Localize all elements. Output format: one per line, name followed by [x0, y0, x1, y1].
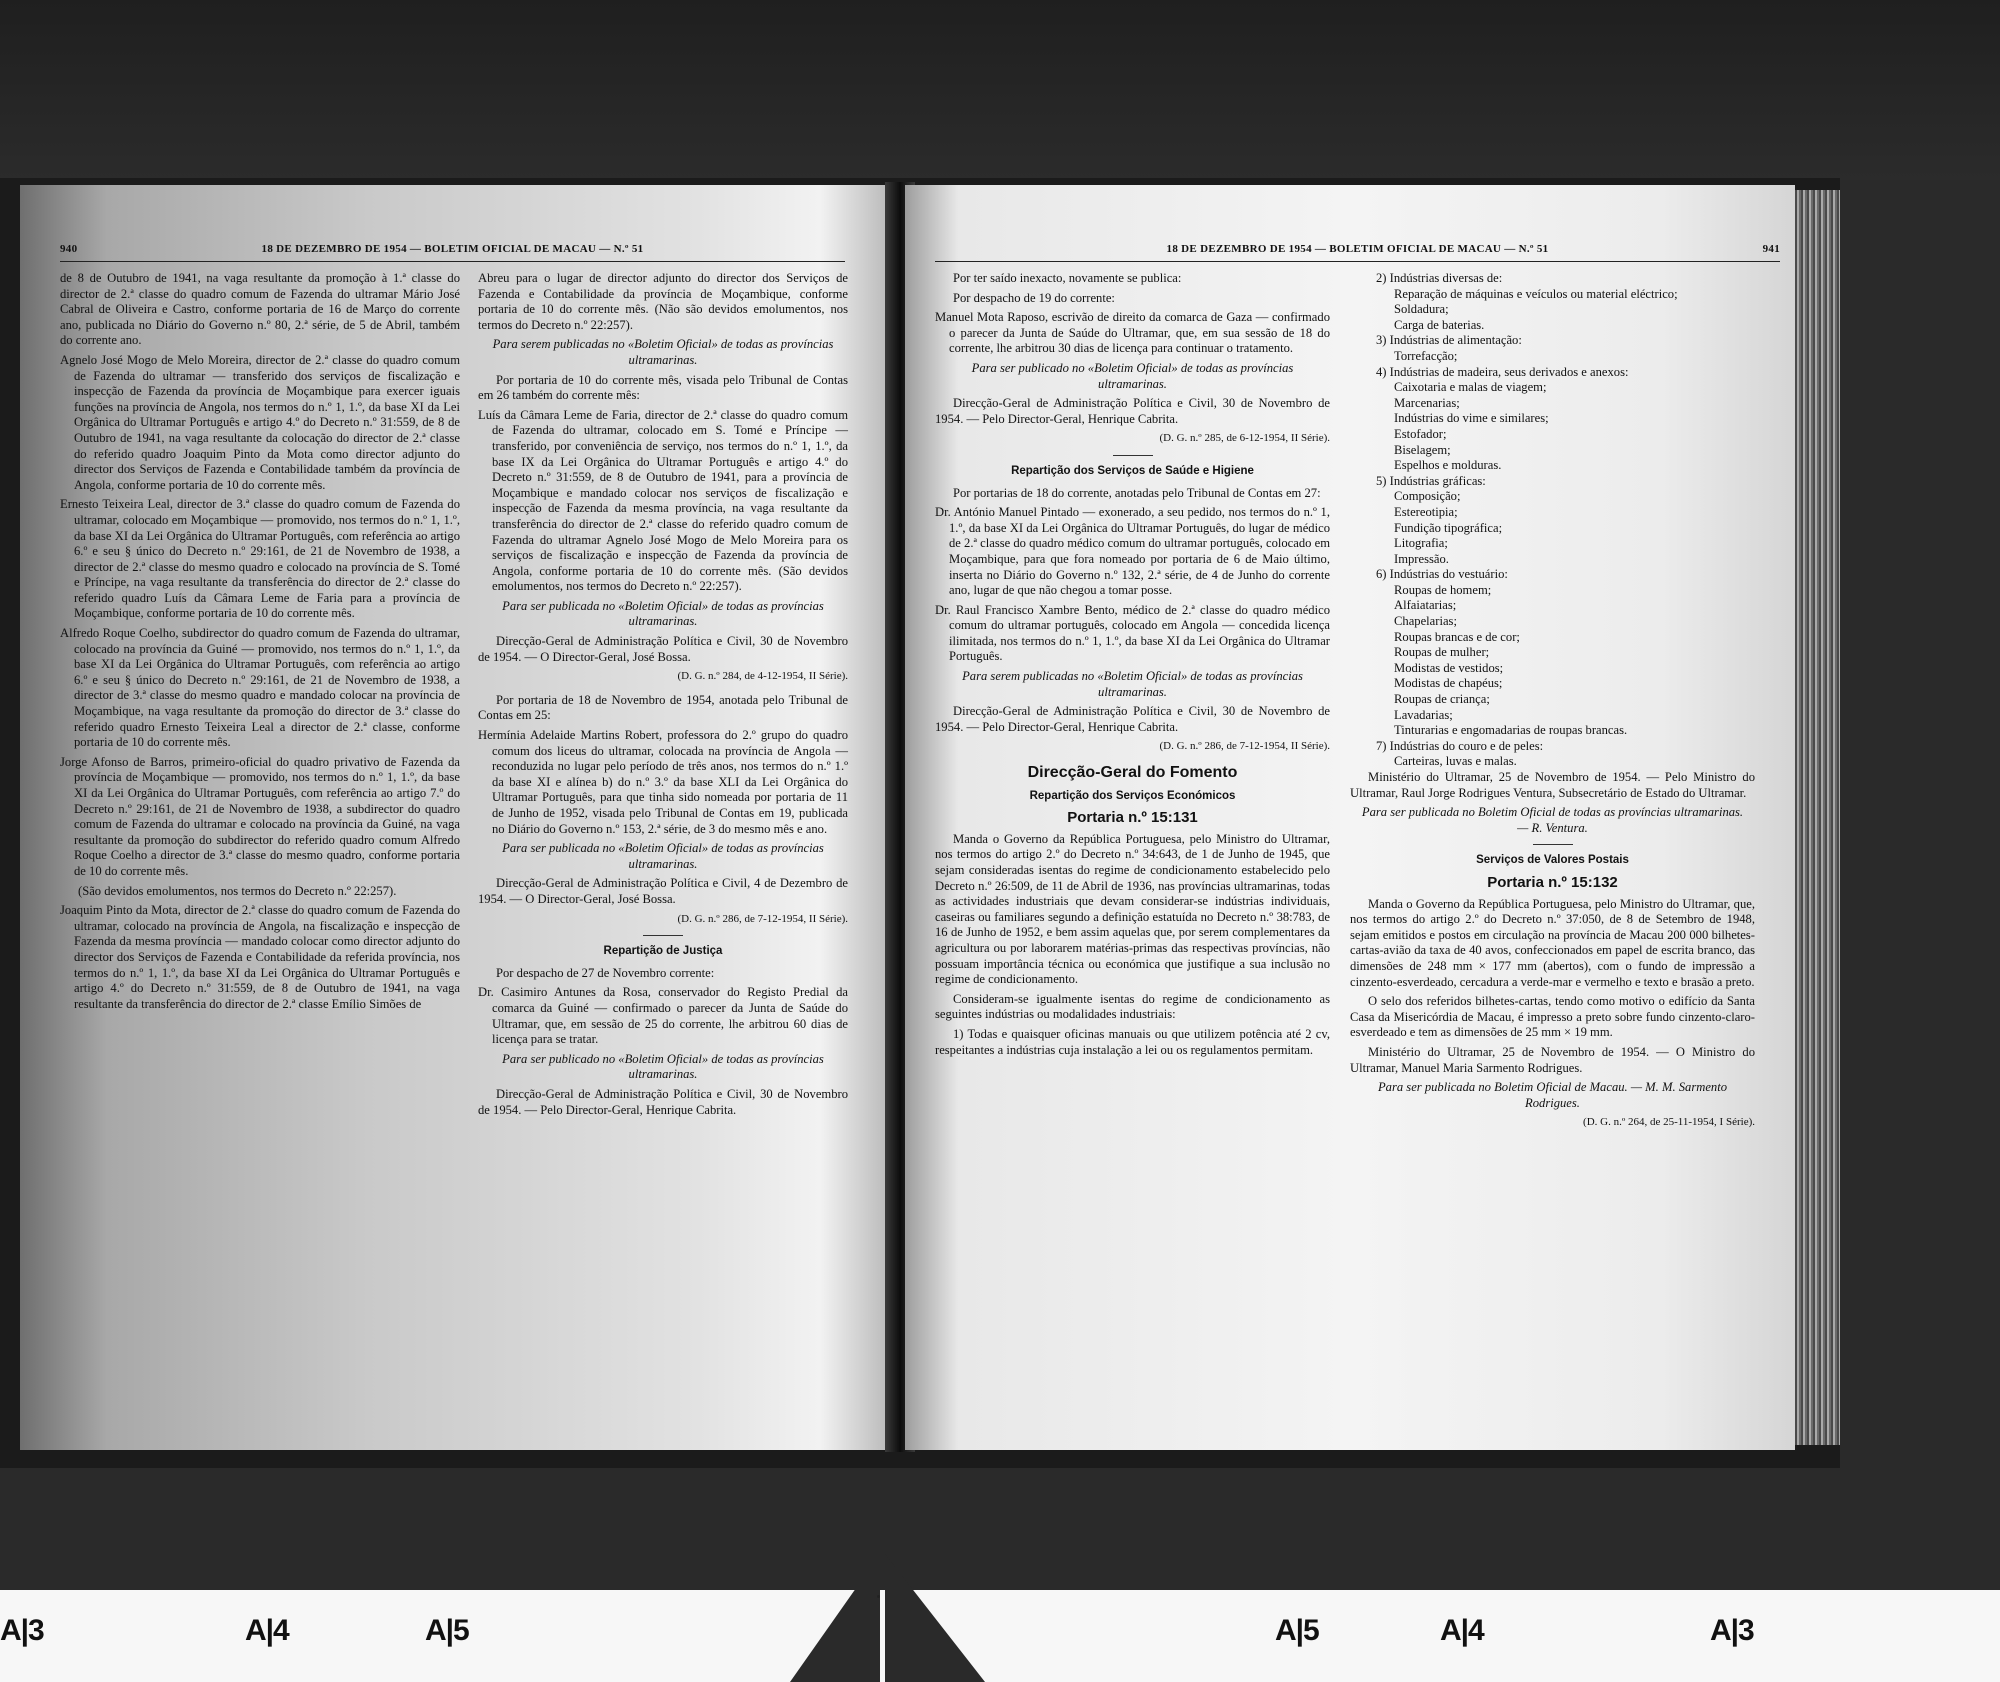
portaria-title: Portaria n.º 15:132: [1487, 873, 1618, 891]
paragraph: Hermínia Adelaide Martins Robert, professora do 2.º grupo do quadro comum dos liceus do ultramar, colocada na província de Angola — reconduzida no lugar pelo período de três anos, nos termos do n.º 1.º da base XI e alínea b) do n.º 3.º da base XLI da Lei Orgânica do Ultramar Português, para que tinha sido nomeada por portaria de 11 de Junho de 1952, visada pelo Tribunal de Contas em 19, publicada no Diário do Governo n.º 153, 2.ª série, de 3 do mesmo mês e ano.: [478, 728, 848, 836]
paragraph: Por portaria de 18 de Novembro de 1954, anotada pelo Tribunal de Contas em 25:: [478, 692, 848, 723]
paragraph: Dr. Casimiro Antunes da Rosa, conservador do Registo Predial da comarca da Guiné — confirmado o parecer da Junta de Saúde do Ultramar, que, em sessão de 25 do corrente, lhe arbitrou 60 dias de licença para se tratar.: [478, 985, 848, 1047]
paragraph: Direcção-Geral de Administração Política e Civil, 30 de Novembro de 1954. — Pelo Director-Geral, Henrique Cabrita.: [478, 1086, 848, 1117]
film-strip-bar: [0, 1590, 2000, 1682]
portaria-title: Portaria n.º 15:131: [1067, 809, 1198, 827]
film-marker: A|4: [1440, 1614, 1484, 1647]
publication-note: Para serem publicadas no «Boletim Oficial» de todas as províncias ultramarinas.: [962, 669, 1303, 699]
paragraph: Direcção-Geral de Administração Política e Civil, 30 de Novembro de 1954. — Pelo Director-Geral, Henrique Cabrita.: [935, 396, 1330, 426]
film-marker: A|3: [0, 1614, 44, 1647]
list-subitem: Lavadarias;: [1394, 707, 1453, 722]
paragraph: (São devidos emolumentos, nos termos do Decreto n.º 22:257).: [78, 883, 397, 898]
right-page-number: 941: [1762, 243, 1780, 255]
publication-note: Para ser publicada no Boletim Oficial de Macau. — M. M. Sarmento Rodrigues.: [1377, 1080, 1728, 1110]
list-subitem: Carga de baterias.: [1394, 317, 1485, 332]
paragraph: Por despacho de 19 do corrente:: [953, 290, 1115, 305]
paragraph: Dr. Raul Francisco Xambre Bento, médico de 2.ª classe do quadro médico comum do ultramar português, colocado em Angola — concedida licença ilimitada, nos termos do n.º 1, 1.º, da base XI da Lei Orgânica do Ultramar Português.: [935, 602, 1330, 664]
list-subitem: Reparação de máquinas e veículos ou material eléctrico;: [1394, 286, 1678, 301]
list-subitem: Estereotipia;: [1394, 504, 1458, 519]
list-subitem: Litografia;: [1394, 536, 1448, 551]
paragraph: Direcção-Geral de Administração Política e Civil, 4 de Dezembro de 1954. — O Director-Geral, José Bossa.: [478, 876, 848, 906]
right-page: [905, 185, 1795, 1450]
list-item: 3) Indústrias de alimentação:: [1376, 333, 1522, 348]
publication-note: Para ser publicada no «Boletim Oficial» de todas as províncias ultramarinas.: [502, 598, 824, 629]
right-column-2-text: [1350, 770, 1755, 1131]
section-heading: Repartição dos Serviços Económicos: [1029, 789, 1236, 802]
list-subitem: Roupas brancas e de cor;: [1394, 629, 1520, 644]
section-heading: Serviços de Valores Postais: [1476, 854, 1629, 867]
paragraph: Joaquim Pinto da Mota, director de 2.ª classe do quadro comum de Fazenda do ultramar, colocado na província de Angola, na fiscalização e inspecção de Fazenda da mesma província — mandado colocar como director adjunto do director dos Serviços de Fazenda e Contabilidade da referida província, nos termos do n.º 1, 1.º, da base XI da Lei Orgânica do Ultramar Português e artigo 4.º do Decreto n.º 31:559, de 8 de Outubro de 1941, na vaga resultante da transferência do director de 2.ª classe Emílio Simões de: [60, 903, 460, 1011]
left-page-running-title: 18 DE DEZEMBRO DE 1954 — BOLETIM OFICIAL DE MACAU — N.º 51: [261, 243, 644, 255]
publication-note: Para ser publicada no «Boletim Oficial» de todas as províncias ultramarinas.: [502, 841, 824, 871]
list-subitem: Carteiras, luvas e malas.: [1394, 754, 1517, 769]
gazette-citation: (D. G. n.º 286, de 7-12-1954, II Série).: [677, 912, 848, 925]
list-subitem: Fundição tipográfica;: [1394, 520, 1503, 535]
list-subitem: Torrefacção;: [1394, 348, 1458, 363]
film-marker: A|5: [1275, 1614, 1319, 1647]
right-column-1: [935, 271, 1330, 1062]
publication-note: Para ser publicado no «Boletim Oficial» de todas as províncias ultramarinas.: [502, 1051, 824, 1082]
paragraph: Por despacho de 27 de Novembro corrente:: [496, 965, 715, 980]
paragraph: O selo dos referidos bilhetes-cartas, tendo como motivo o edifício da Santa Casa da Misericórdia de Macau, é impresso a preto sobre fundo cinzento-claro-esverdeado e tem as dimensões de 25 mm × 19 mm.: [1350, 994, 1755, 1040]
book-page-edges: [1795, 190, 1840, 1445]
paragraph: Direcção-Geral de Administração Política e Civil, 30 de Novembro de 1954. — O Director-Geral, José Bossa.: [478, 634, 848, 664]
paragraph: Consideram-se igualmente isentas do regime de condicionamento as seguintes indústrias ou modalidades industriais:: [935, 991, 1330, 1022]
paragraph: Dr. António Manuel Pintado — exonerado, a seu pedido, nos termos do n.º 1, 1.º, da base XI da Lei Orgânica do Ultramar Português, do lugar de médico de 2.ª classe do quadro médico comum do ultramar português, colocado em Moçambique, para que fora nomeado por portaria de 6 de Maio último, inserta no Diário do Governo n.º 132, 2.ª série, de 4 de Junho do corrente ano, lugar de que não chegou a tomar posse.: [935, 505, 1330, 598]
list-subitem: Soldadura;: [1394, 302, 1449, 317]
gazette-citation: (D. G. n.º 285, de 6-12-1954, II Série).: [1159, 432, 1330, 445]
list-subitem: Alfaiatarias;: [1394, 598, 1457, 613]
paragraph: Manda o Governo da República Portuguesa, pelo Ministro do Ultramar, que, nos termos do artigo 2.º do Decreto n.º 37:050, de 8 de Setembro de 1948, sejam emitidos e postos em circulação na província de Macau 200 000 bilhetes-cartas-avião da taxa de 40 avos, confeccionados em papel de escrita branco, das dimensões de 248 mm × 177 mm (abertos), com o fundo de impressão a cinzento-esverdeado, cercadura a verde-mar e vermelho e texto e brasão a preto.: [1350, 896, 1755, 989]
registration-triangle-left: [790, 1554, 880, 1682]
paragraph: Manuel Mota Raposo, escrivão de direito da comarca de Gaza — confirmado o parecer da Junta de Saúde do Ultramar, que, em sua sessão de 18 do corrente, lhe arbitrou 30 dias de licença para continuar o tratamento.: [935, 310, 1330, 356]
section-separator: [1113, 455, 1153, 456]
registration-dot: [877, 1595, 880, 1598]
film-marker: A|4: [245, 1614, 289, 1647]
list-item: 5) Indústrias gráficas:: [1376, 473, 1486, 488]
directorate-heading: Direcção-Geral do Fomento: [1027, 764, 1238, 782]
paragraph: de 8 de Outubro de 1941, na vaga resultante da promoção à 1.ª classe do director de 2.ª classe do quadro comum de Fazenda do ultramar Mário José Cabral de Oliveira e Castro, conforme portaria de 16 de Março do corrente ano, publicada no Diário do Governo n.º 80, 2.ª série, de 5 de Abril, também do corrente ano.: [60, 271, 460, 348]
list-subitem: Modistas de chapéus;: [1394, 676, 1503, 691]
publication-note: Para ser publicada no Boletim Oficial de todas as províncias ultramarinas. — R. Ventura.: [1361, 805, 1744, 835]
paragraph: Por portaria de 10 do corrente mês, visada pelo Tribunal de Contas em 26 também do corrente mês:: [478, 372, 848, 403]
list-subitem: Impressão.: [1394, 551, 1449, 566]
right-column-2: [1350, 271, 1755, 1139]
section-heading: Repartição de Justiça: [603, 945, 723, 958]
industry-list: [1350, 271, 1755, 770]
list-subitem: Composição;: [1394, 489, 1461, 504]
left-header-rule: [60, 261, 845, 262]
scan-background-top: [0, 0, 2000, 180]
left-column-2: [478, 271, 848, 1122]
list-subitem: Caixotaria e malas de viagem;: [1394, 380, 1547, 395]
section-separator: [1533, 844, 1573, 845]
paragraph: Alfredo Roque Coelho, subdirector do quadro comum de Fazenda do ultramar, colocado na província da Guiné — promovido, nos termos do n.º 1, 1.º, da base XI da Lei Orgânica do Ultramar Português, com referência ao artigo 6.º e seu § único do Decreto n.º 29:161, de 21 de Novembro de 1938, a director de 3.ª classe do mesmo quadro e mandado colocar na província de Moçambique, na vaga resultante da promoção do director de 3.ª classe do referido quadro Ernesto Teixeira Leal a director de 2.ª classe, conforme portaria de 10 do corrente mês.: [60, 626, 460, 750]
list-subitem: Biselagem;: [1394, 442, 1451, 457]
paragraph: Por portarias de 18 do corrente, anotadas pelo Tribunal de Contas em 27:: [953, 485, 1321, 500]
list-item: 4) Indústrias de madeira, seus derivados e anexos:: [1376, 364, 1629, 379]
paragraph: Jorge Afonso de Barros, primeiro-oficial do quadro privativo de Fazenda da província de Moçambique — promovido, nos termos do n.º 1, 1.º, da base XI da Lei Orgânica do Ultramar Português, com referência ao artigo 7.º do Decreto n.º 29:161, de 21 de Novembro de 1938, a subdirector do quadro comum de Fazenda do ultramar e colocado na província da Guiné, na vaga resultante da promoção do subdirector do referido quadro comum Alfredo Roque Coelho a director de 3.ª classe do mesmo quadro, conforme portaria de 10 do corrente mês.: [60, 754, 460, 878]
section-heading: Repartição dos Serviços de Saúde e Higiene: [1011, 464, 1254, 477]
gazette-citation: (D. G. n.º 284, de 4-12-1954, II Série).: [677, 670, 848, 683]
paragraph: 1) Todas e quaisquer oficinas manuais ou que utilizem potência até 2 cv, respeitantes a indústrias cuja instalação a lei ou os regulamentos permitam.: [935, 1026, 1330, 1057]
film-marker: A|3: [1710, 1614, 1754, 1647]
left-page: [20, 185, 890, 1450]
registration-triangle-right: [885, 1554, 985, 1682]
list-subitem: Indústrias do vime e similares;: [1394, 411, 1549, 426]
paragraph: Por ter saído inexacto, novamente se publica:: [953, 271, 1182, 285]
list-subitem: Roupas de mulher;: [1394, 645, 1490, 660]
film-marker: A|5: [425, 1614, 469, 1647]
list-subitem: Marcenarias;: [1394, 395, 1460, 410]
gazette-citation: (D. G. n.º 264, de 25-11-1954, I Série).: [1583, 1116, 1755, 1129]
left-column-1: [60, 271, 460, 1016]
left-page-number: 940: [60, 243, 78, 255]
gazette-citation: (D. G. n.º 286, de 7-12-1954, II Série).: [1159, 740, 1330, 753]
list-subitem: Modistas de vestidos;: [1394, 660, 1504, 675]
right-header-rule: [935, 261, 1780, 262]
list-subitem: Espelhos e molduras.: [1394, 458, 1502, 473]
paragraph: Manda o Governo da República Portuguesa, pelo Ministro do Ultramar, nos termos do artigo 2.º do Decreto n.º 34:643, de 1 de Junho de 1945, que sejam consideradas isentas do regime de condicionamento estabelecido pelo Decreto n.º 26:509, de 11 de Abril de 1936, nas províncias ultramarinas, todas as actividades industriais que devam considerar-se indústrias individuais, caseiras ou familiares segundo a definição estatuída no Decreto n.º 38:783, de 16 de Junho de 1952, e bem assim aquelas que, por serem complementares da agricultura ou por laborarem matérias-primas das respectivas províncias, não possuam importância técnica ou económica que justifique a sua inclusão no regime de condicionamento.: [935, 831, 1330, 987]
paragraph: Abreu para o lugar de director adjunto do director dos Serviços de Fazenda e Contabilidade da província de Moçambique, conforme portaria de 10 do corrente mês. (Não são devidos emolumentos, nos termos do Decreto n.º 22:257).: [478, 271, 848, 332]
list-subitem: Roupas de homem;: [1394, 582, 1492, 597]
list-subitem: Tinturarias e engomadarias de roupas brancas.: [1394, 723, 1628, 738]
list-item: 7) Indústrias do couro e de peles:: [1376, 738, 1544, 753]
paragraph: Direcção-Geral de Administração Política e Civil, 30 de Novembro de 1954. — Pelo Director-Geral, Henrique Cabrita.: [935, 704, 1330, 734]
publication-note: Para ser publicado no «Boletim Oficial» de todas as províncias ultramarinas.: [971, 360, 1294, 391]
publication-note: Para serem publicadas no «Boletim Oficial» de todas as províncias ultramarinas.: [492, 337, 834, 367]
list-subitem: Roupas de criança;: [1394, 692, 1490, 707]
right-page-running-title: 18 DE DEZEMBRO DE 1954 — BOLETIM OFICIAL DE MACAU — N.º 51: [1166, 243, 1549, 255]
list-subitem: Estofador;: [1394, 426, 1447, 441]
paragraph: Agnelo José Mogo de Melo Moreira, director de 2.ª classe do quadro comum de Fazenda do ultramar — transferido dos serviços de fiscalização e inspecção de Fazenda da província de Moçambique para exercer iguais funções na província de Angola, nos termos do n.º 1, 1.º, da base XI da Lei Orgânica do Ultramar Português e artigo 4.º do Decreto n.º 31:559, de 8 de Outubro de 1941, na vaga resultante da colocação do director de 2.ª classe do referido quadro Joaquim Pinto da Mota como director adjunto do director dos Serviços de Fazenda e Contabilidade também da província de Angola, conforme portaria de 10 do corrente mês.: [60, 352, 460, 492]
list-subitem: Chapelarias;: [1394, 614, 1457, 629]
list-item: 6) Indústrias do vestuário:: [1376, 567, 1508, 582]
paragraph: Ernesto Teixeira Leal, director de 3.ª classe do quadro comum de Fazenda do ultramar, colocado em Moçambique — promovido, nos termos do n.º 1, 1.º, da base XI da Lei Orgânica do Ultramar Português, com referência ao artigo 6.º e seu § único do Decreto n.º 29:161, de 21 de Novembro de 1938, a director de 2.ª classe do mesmo quadro e colocado na província de S. Tomé e Príncipe, na vaga resultante da transferência do director de 2.ª classe do referido quadro Luís da Câmara Leme de Faria para a província de Moçambique, conforme portaria de 10 do corrente mês.: [60, 497, 460, 621]
paragraph: Ministério do Ultramar, 25 de Novembro de 1954. — O Ministro do Ultramar, Manuel Maria Sarmento Rodrigues.: [1350, 1044, 1755, 1075]
paragraph: Luís da Câmara Leme de Faria, director de 2.ª classe do quadro comum de Fazenda do ultramar, colocado em S. Tomé e Príncipe — transferido, por conveniência de serviço, nos termos do n.º 1, 1.º, da base IX da Lei Orgânica do Ultramar Português e artigo 4.º do Decreto n.º 31:559, de 8 de Outubro de 1941, para a província de Moçambique e mandado colocar nos serviços de fiscalização e inspecção de Fazenda da mesma província, na vaga resultante da transferência do director de 2.ª classe do referido quadro comum de Fazenda do ultramar Agnelo José Mogo de Melo Moreira para os serviços de fiscalização e inspecção de Fazenda da província de Angola, conforme portaria de 10 do corrente mês. (São devidos emolumentos, nos termos do Decreto n.º 22:257).: [478, 407, 848, 594]
paragraph: Ministério do Ultramar, 25 de Novembro de 1954. — Pelo Ministro do Ultramar, Raul Jorge Rodrigues Ventura, Subsecretário de Estado do Ultramar.: [1350, 770, 1755, 800]
list-item: 2) Indústrias diversas de:: [1376, 271, 1503, 285]
section-separator: [643, 935, 683, 936]
